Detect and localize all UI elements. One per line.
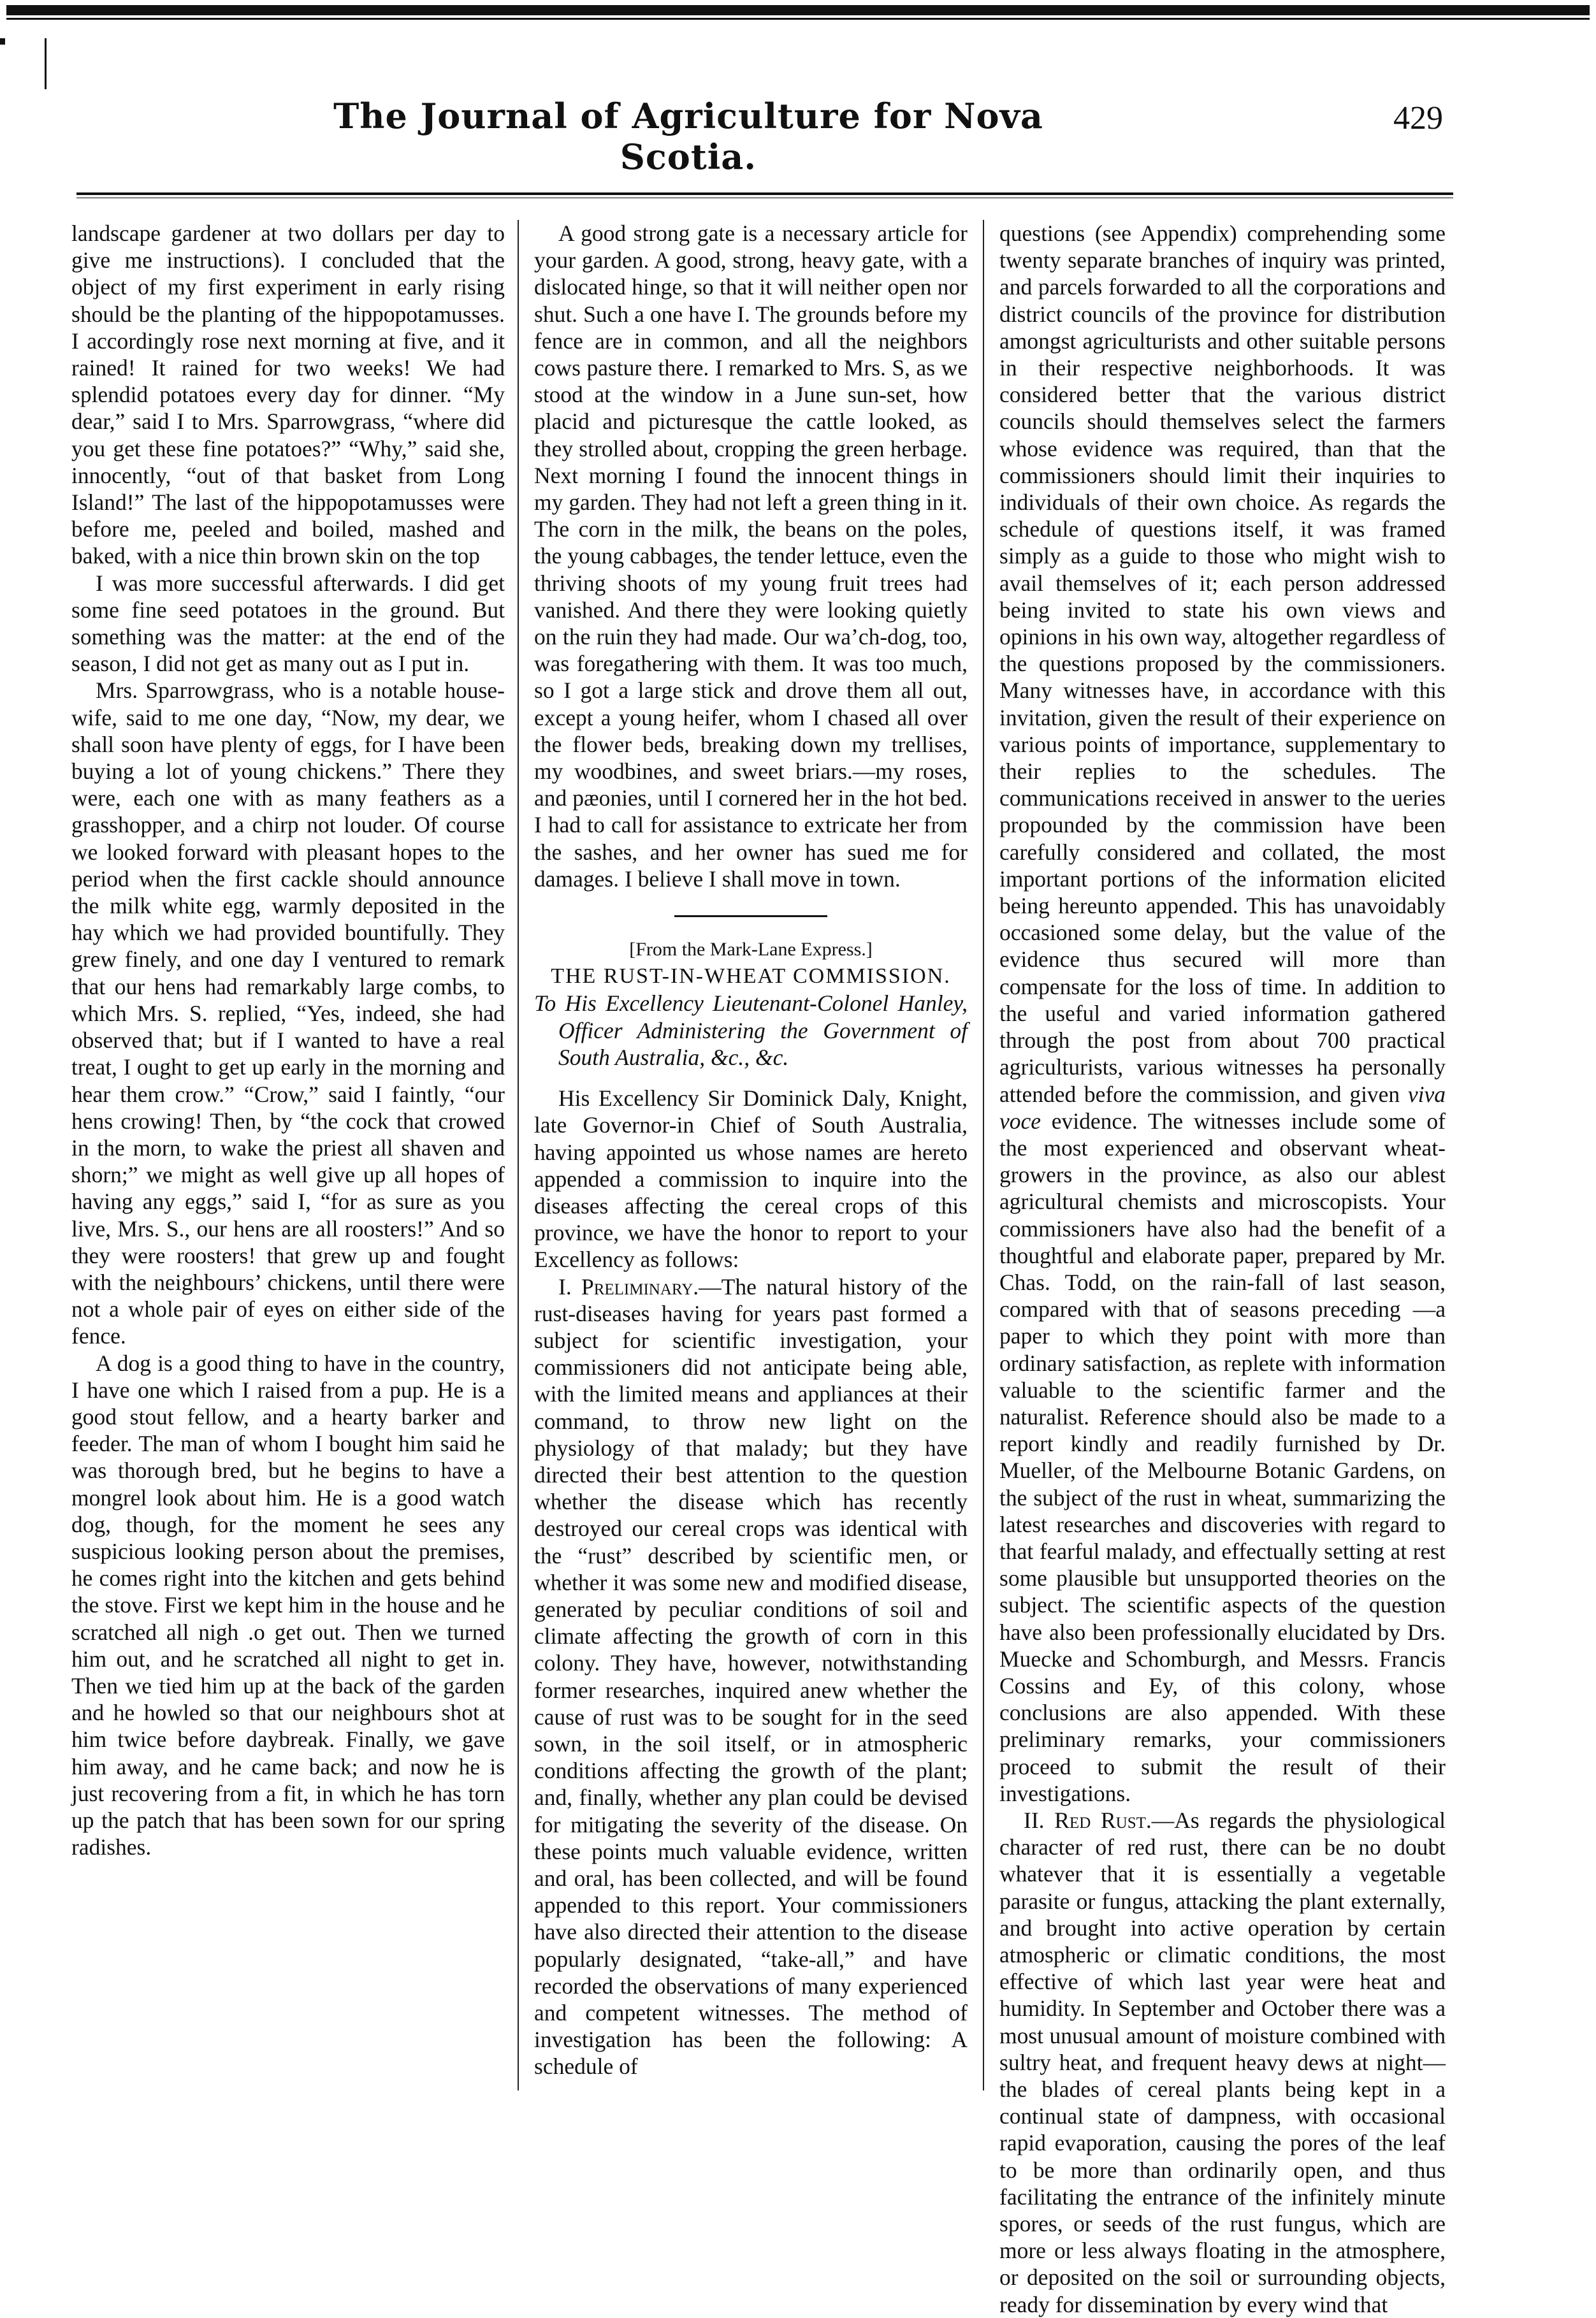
- header-rule: [76, 192, 1453, 195]
- paragraph-text: evidence. The witnesses include some of the most experienced and observant wheat-growers in the province, as also our ablest agricultural chemists and microscopists. Your commissioners have also had the benefit of a thoughtful and elaborate paper, prepared by Mr. Chas. Todd, on the rain-fall of last season, compared with that of seasons preceding —a paper to which they point with more than ordinary satisfaction, as replete with information valuable to the scientific farmer and the naturalist. Reference should also be made to a report kindly and readily furnished by Dr. Mueller, of the Melbourne Botanic Gardens, on the subject of the rust in wheat, summarizing the latest researches and discoveries with regard to that fearful malady, and effectually setting at rest some plausible but unsupported theories on the subject. The scientific aspects of the question have also been professionally elucidated by Drs. Muecke and Schomburgh, and Messrs. Francis Cossins and Ey, of this colony, whose conclusions are also appended. With these preliminary remarks, your commissioners proceed to submit the result of their investigations.: [999, 1108, 1446, 1806]
- margin-mark: [45, 38, 47, 89]
- column-divider: [518, 220, 519, 2090]
- source-note: [From the Mark-Lane Express.]: [629, 939, 873, 960]
- paragraph-text: questions (see Appendix) comprehending some twenty separate branches of inquiry was printed, and parcels forwarded to all the corporations and district councils of the province for distribution amongst agriculturists and other suitable persons in their respective neighborhoods. It was considered better that the various district councils should themselves select the farmers whose evidence was required, than that the commissioners should limit their inquiries to individuals of their own choice. As regards the schedule of questions itself, it was framed simply as a guide to those who might wish to avail themselves of it; each person addressed being invited to state his own views and opinions in his own way, altogether regardless of the questions proposed by the commissioners. Many witnesses have, in accordance with this invitation, given the result of their experience on various points of importance, supplementary to their replies to the schedules. The communications received in answer to the ueries propounded by the commission have been carefully considered and collated, the most important portions of the information elicited being hereunto appended. This has unavoidably occasioned some delay, but the value of the evidence thus secured will more than compensate for the loss of time. In addition to the useful and varied information gathered through the post from about 700 practical agriculturists, various witnesses ha personally attended before the commission, and given: [999, 221, 1446, 1107]
- italic-phrase: viva voce: [999, 1081, 1446, 1134]
- top-border-thin-rule: [6, 18, 1590, 20]
- margin-mark: [0, 38, 5, 45]
- paragraph: Mrs. Sparrowgrass, who is a notable house-wife, said to me one day, “Now, my dear, we shall soon have plenty of eggs, for I have been buying a lot of young chickens.” There they were, each one with as many feathers as a grasshopper, and a chirp not louder. Of course we looked forward with pleasant hopes to the period when the first cackle should announce the milk white egg, warmly deposited in the hay which we had provided bountifully. They grew finely, and one day I ventured to remark that our hens had remarkably large combs, to which Mrs. S. replied, “Yes, indeed, she had observed that; but if I wanted to have a real treat, I ought to get up early in the morning and hear them crow.” “Crow,” said I faintly, “our hens crowing! Then, by “the cock that crowed in the morn, to wake the priest all shaven and shorn;” we might as well give up all hopes of having any eggs,” said I, “for as sure as you live, Mrs. S., our hens are all roosters!” And so they were roosters! that grew up and fought with the neighbours’ chickens, until there were not a whole pair of eyes on either side of the fence.: [71, 677, 505, 1349]
- paragraph: A dog is a good thing to have in the country, I have one which I raised from a pup. He is a good stout fellow, and a hearty barker and feeder. The man of whom I bought him said he was thorough bred, but he begins to have a mongrel look about him. He is a good watch dog, though, for the moment he sees any suspicious looking person about the premises, he comes right into the kitchen and gets behind the stove. First we kept him in the house and he scratched all nigh .o get out. Then we turned him out, and he scratched all night to get in. Then we tied him up at the back of the garden and he howled so that our neighbours shot at him twice before daybreak. Finally, we gave him away, and he came back; and now he is just recovering from a fit, in which he has torn up the patch that has been sown for our spring radishes.: [71, 1350, 505, 1860]
- paragraph: [999, 220, 1446, 1807]
- paragraph: His Excellency Sir Dominick Daly, Knight, late Governor-in Chief of South Australia, having appointed us whose names are hereto appended a commission to inquire into the diseases affecting the cereal crops of this province, we have the honor to report to your Excellency as follows:: [534, 1085, 968, 1273]
- paragraph: A good strong gate is a necessary article for your garden. A good, strong, heavy gate, with a dislocated hinge, so that it will neither open nor shut. Such a one have I. The grounds before my fence are in common, and all the neighbors cows pasture there. I remarked to Mrs. S, as we stood at the window in a June sun-set, how placid and picturesque the cattle looked, as they strolled about, cropping the green herbage. Next morning I found the innocent things in my garden. They had not left a green thing in it. The corn in the milk, the beans on the poles, the young cabbages, the tender lettuce, even the thriving shoots of my young fruit trees had vanished. And there they were looking quietly on the ruin they had made. Our wa’ch-dog, too, was foregathering with them. It was too much, so I got a large stick and drove them all out, except a young heifer, whom I chased all over the flower beds, breaking down my trellises, my woodbines, and sweet briars.—my roses, and pæonies, until I cornered her in the hot bed. I had to call for assistance to extricate her from the sashes, and her owner has sued me for damages. I believe I shall move in town.: [534, 221, 968, 892]
- paragraph: landscape gardener at two dollars per day to give me instructions). I concluded that the object of my first experiment in early rising should be the planting of the hippopotamusses. I accordingly rose next morning at five, and it rained! It rained for two weeks! We had splendid potatoes every day for dinner. “My dear,” said I to Mrs. Sparrowgrass, “where did you get these fine potatoes?” “Why,” said she, innocently, “out of that basket from Long Island!” The last of the hippopotamusses were before me, peeled and boiled, mashed and baked, with a nice thin brown skin on the top: [71, 221, 505, 569]
- section-text: —As regards the physiological character of red rust, there can be no doubt whatever that it is essentially a vegetable parasite or fungus, attacking the plant externally, and brought into active operation by certain atmospheric or climatic conditions, the most effective of which last year were heat and humidity. In September and October there was a most unusual amount of moisture combined with sultry heat, and frequent heavy dews at night—the blades of cereal plants being kept in a continual state of dampness, with occasional rapid evaporation, causing the pores of the leaf to be more than ordinarily open, and thus facilitating the entrance of the infinitely minute spores, or seeds of the rust fungus, which are more or less always floating in the atmosphere, or deposited on the soil or surrounding objects, ready for dissemination by every wind that: [999, 1807, 1446, 2317]
- column-1: [71, 220, 505, 1860]
- paragraph: [999, 1807, 1446, 2318]
- section-heading: II. Red Rust.: [1024, 1807, 1152, 1833]
- column-3: [999, 220, 1446, 2318]
- section-rule: [674, 915, 827, 917]
- running-head: [0, 96, 1596, 177]
- section-text: —The natural history of the rust-diseases having for years past formed a subject for scientific investigation, your commissioners did not anticipate being able, with the limited means and appliances at their command, to throw new light on the physiology of that malady; but they have directed their best attention to the question whether the disease which has recently destroyed our cereal crops was identical with the “rust” described by scientific men, or whether it was some new and modified disease, generated by peculiar conditions of soil and climate affecting the growth of corn in this colony. They have, however, notwithstanding former researches, inquired anew whether the cause of rust was to be sought for in the seed sown, in the soil itself, or in atmospheric conditions affecting the growth of the plant; and, finally, whether any plan could be devised for mitigating the severity of the disease. On these points much valuable evidence, written and oral, has been collected, and will be found appended to this report. Your commissioners have also directed their attention to the disease popularly designated, “take-all,” and have recorded the observations of many experienced and competent witnesses. The method of investigation has been the following: A schedule of: [534, 1273, 968, 2080]
- address-line: To His Excellency Lieutenant-Colonel Hanley, Officer Administering the Government of South Australia, &c., &c.: [534, 990, 968, 1070]
- paragraph: [534, 1273, 968, 2080]
- paragraph: I was more successful afterwards. I did get some fine seed potatoes in the ground. But something was the matter: at the end of the season, I did not get as many out as I put in.: [71, 570, 505, 677]
- top-border-rule: [6, 5, 1590, 15]
- column-2: [534, 220, 968, 2080]
- column-divider: [983, 220, 984, 2090]
- section-heading: I. Preliminary.: [558, 1273, 699, 1300]
- article-title: THE RUST-IN-WHEAT COMMISSION.: [551, 964, 951, 989]
- page-number: 429: [1393, 100, 1443, 136]
- journal-title: The Journal of Agriculture for Nova Scotia.: [333, 96, 1043, 177]
